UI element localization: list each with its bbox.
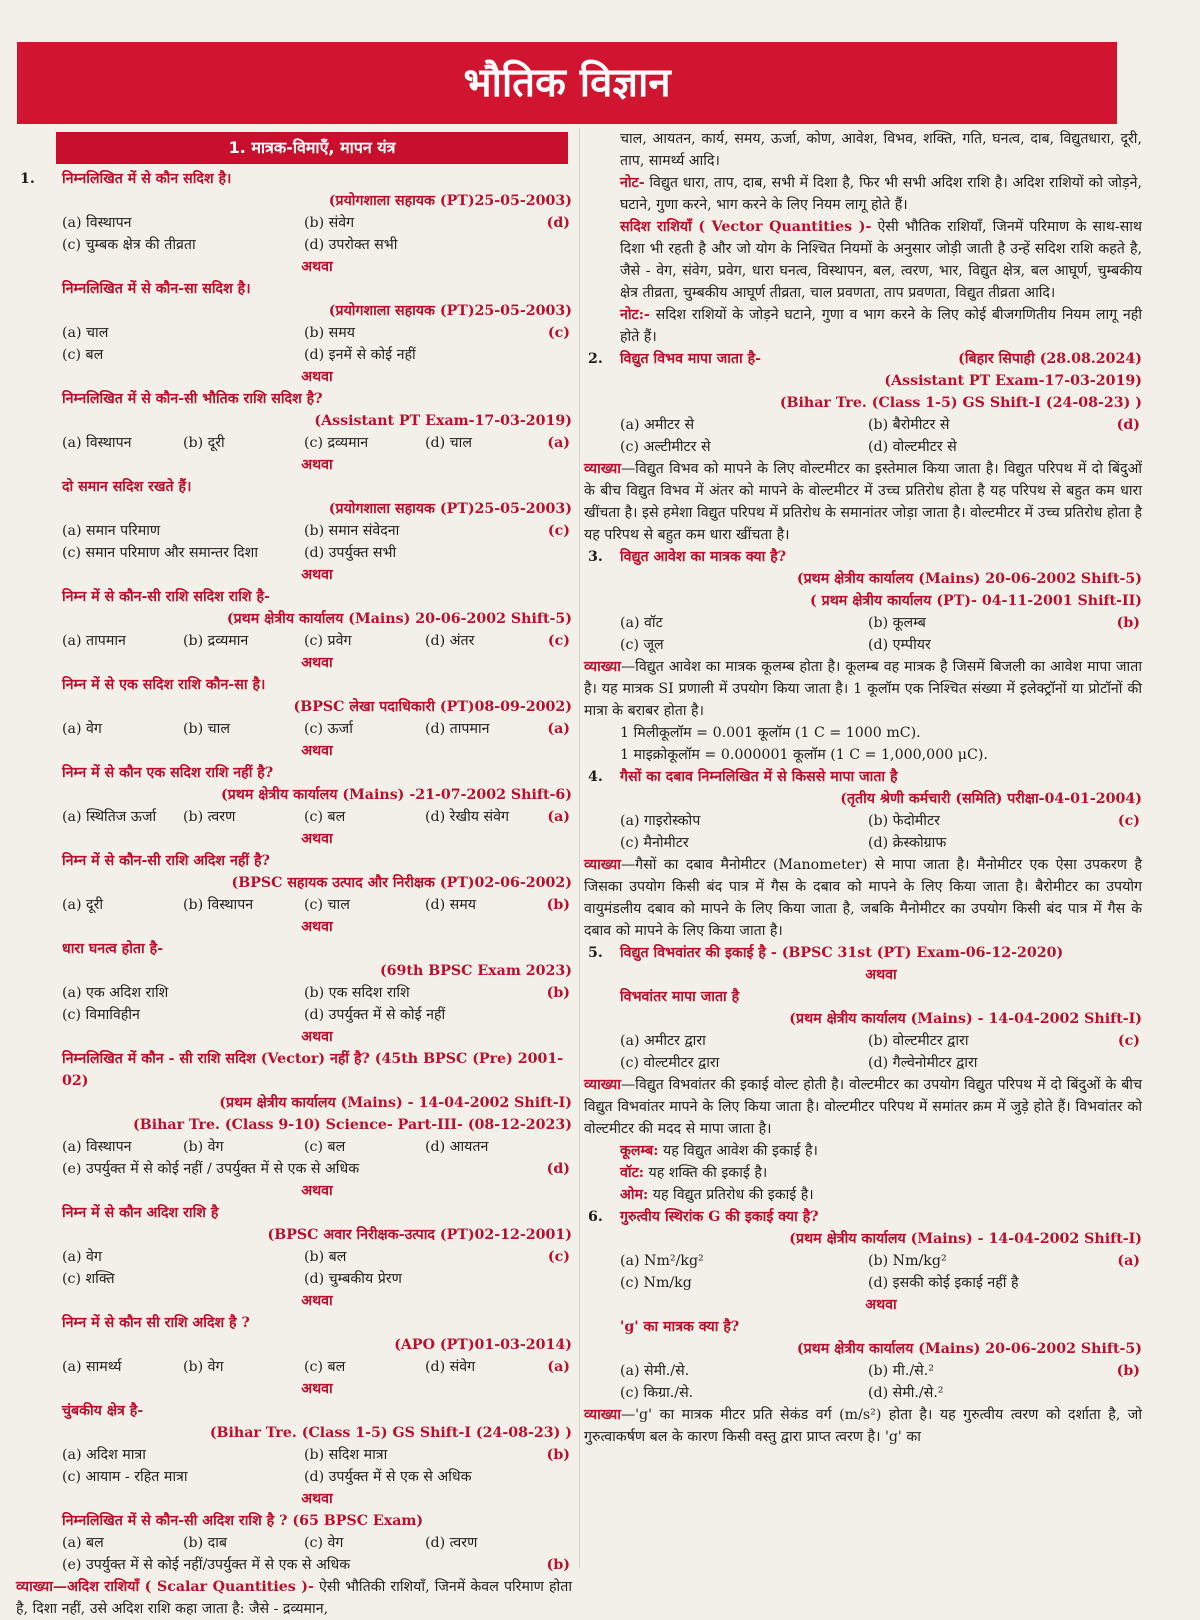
option: (b) द्रव्यमान [183,633,249,649]
options-row [62,1246,572,1290]
option: (b) कूलम्ब [868,615,926,631]
option: (c) बल [62,347,104,363]
question-text: निम्नलिखित में से कौन सदिश है। [62,171,232,187]
or-divider: अथवा [865,1297,897,1313]
scalar-explanation-continued [584,128,1142,348]
conversion-line: 1 मिलीकूलॉम = 0.001 कूलॉम (1 C = 1000 mC). [620,725,921,741]
explanation [584,656,1142,722]
explanation-label: व्याख्या [584,857,621,873]
note-label: नोट- [620,175,645,191]
or-divider: अथवा [301,369,333,385]
option: (c) चाल [304,897,350,913]
option: (a) अदिश मात्रा [62,1447,146,1463]
unit-definition [620,1184,1142,1206]
unit-label: ओम: [620,1187,649,1203]
unit-text: यह विद्युत आवेश की इकाई है। [658,1143,818,1159]
option: (d) आयतन [425,1139,489,1155]
exam-source: (BPSC लेखा पदाधिकारी (PT)08-09-2002) [293,699,572,715]
or-divider: अथवा [301,743,333,759]
option: (b) दूरी [183,435,225,451]
conversion-line: 1 माइक्रोकूलॉम = 0.000001 कूलॉम (1 C = 1,000,000 μC). [620,747,988,763]
exam-source: (Bihar Tre. (Class 9-10) Science- Part-III- (08-12-2023) [133,1117,572,1133]
explanation-text: —विद्युत विभव को मापने के लिए वोल्टमीटर का इस्तेमाल किया जाता है। विद्युत परिपथ में दो बिंदुओं के बीच विद्युत विभव में अंतर को मापने के वोल्टमीटर में उच्च प्रतिरोध होता है यह परिपथ से बहुत कम धारा खींचता है। इसे हमेशा विद्युत परिपथ में प्रतिरोध के समानांतर जोड़ा जाता है। वोल्टमीटर में उच्च प्रतिरोध होता है यह परिपथ से बहुत कम धारा खींचता है। [584,461,1142,543]
options-row [62,1136,572,1158]
or-divider: अथवा [301,1029,333,1045]
options-row [62,894,572,916]
page-title: भौतिक विज्ञान [463,60,671,106]
option: (c) अल्टीमीटर से [620,439,711,455]
question-number: 5. [588,945,603,961]
option: (c) विमाविहीन [62,1007,140,1023]
option: (d) चाल [425,435,472,451]
or-divider: अथवा [301,457,333,473]
option: (c) वोल्टमीटर द्वारा [620,1055,720,1071]
explanation [584,1074,1142,1140]
options-row [620,1360,1142,1404]
exam-source: (BPSC सहायक उत्पाद और निरीक्षक (PT)02-06-2002) [231,875,572,891]
answer: (b) [1116,615,1140,631]
question-text: निम्न में से कौन सी राशि अदिश है ? [62,1315,250,1331]
option: (b) वेग [183,1139,224,1155]
exam-source: (प्रथम क्षेत्रीय कार्यालय (Mains) - 14-04-2002 Shift-I) [219,1095,572,1111]
option: (d) इनमें से कोई नहीं [304,347,416,363]
explanation [584,854,1142,942]
answer: (d) [546,1161,570,1177]
options-row [62,1158,572,1180]
option: (c) द्रव्यमान [304,435,369,451]
option: (b) Nm/kg² [868,1253,947,1269]
option: (d) अंतर [425,633,475,649]
option: (b) बैरोमीटर से [868,417,950,433]
option: (d) एम्पीयर [868,637,931,653]
explanation-label: व्याख्या [584,1407,621,1423]
answer: (b) [546,1447,570,1463]
explanation-text: —'g' का मात्रक मीटर प्रति सेकंड वर्ग (m/s²) होता है। यह गुरुत्वीय त्वरण को दर्शाता है, जो गुरुत्वाकर्षण बल के कारण किसी वस्तु द्वारा प्राप्त त्वरण है। 'g' का [584,1407,1142,1445]
note-text: विद्युत धारा, ताप, दाब, सभी में दिशा है, फिर भी सभी अदिश राशि है। अदिश राशियों को जोड़ने, घटाने, गुणा करने, भाग करने के लिए नियम लागू होते हैं। [620,175,1142,213]
exam-source: (Bihar Tre. (Class 1-5) GS Shift-I (24-08-23) ) [779,395,1142,411]
option: (c) जूल [620,637,664,653]
question-text: गैसों का दबाव निम्नलिखित में से किससे मापा जाता है [620,769,898,785]
option: (c) वेग [304,1535,344,1551]
option: (a) वेग [62,1249,102,1265]
scalar-text: ऐसी भौतिकी राशियाँ, जिनमें केवल परिमाण होता है, दिशा नहीं, उसे अदिश राशि कहा जाता है: जैसे - द्रव्यमान, [16,1579,572,1617]
option: (b) समान संवेदना [304,523,400,539]
exam-source: (Assistant PT Exam-17-03-2019) [884,373,1142,389]
question-number: 3. [588,549,603,565]
or-divider: अथवा [301,655,333,671]
page-title-banner [17,42,1117,124]
option: (a) समान परिमाण [62,523,161,539]
right-questions [584,348,1142,1448]
explanation [584,458,1142,546]
or-divider: अथवा [865,967,897,983]
question-variants [62,168,572,1576]
option: (c) ऊर्जा [304,721,353,737]
answer: (a) [1117,1253,1140,1269]
exam-source: (BPSC अवार निरीक्षक-उत्पाद (PT)02-12-2001) [267,1227,572,1243]
options-row [62,982,572,1026]
answer: (c) [547,325,570,341]
question-text: निम्न में से कौन एक सदिश राशि नहीं है? [62,765,274,781]
question-number: 1. [20,171,35,187]
explanation-label: व्याख्या [584,659,621,675]
exam-source: (प्रयोगशाला सहायक (PT)25-05-2003) [328,303,572,319]
options-row [62,1532,572,1554]
option: (b) समय [304,325,355,341]
option: (e) उपर्युक्त में से कोई नहीं/उपर्युक्त में से एक से अधिक [62,1557,351,1573]
option: (d) उपरोक्त सभी [304,237,398,253]
left-column [16,128,572,1620]
or-divider: अथवा [301,1183,333,1199]
options-row [62,432,572,454]
question-number: 6. [588,1209,603,1225]
answer: (a) [547,1359,570,1375]
or-divider: अथवा [301,1293,333,1309]
option: (d) उपर्युक्त सभी [304,545,397,561]
or-divider: अथवा [301,259,333,275]
exam-source: ( प्रथम क्षेत्रीय कार्यालय (PT)- 04-11-2001 Shift-II) [810,593,1142,609]
exam-source: (प्रथम क्षेत्रीय कार्यालय (Mains) - 14-04-2002 Shift-I) [789,1011,1142,1027]
option: (c) आयाम - रहित मात्रा [62,1469,188,1485]
option: (d) उपर्युक्त में से कोई नहीं [304,1007,446,1023]
option: (d) संवेग [425,1359,476,1375]
exam-source: (बिहार सिपाही (28.08.2024) [958,351,1142,367]
options-row [62,1554,572,1576]
option: (c) शक्ति [62,1271,115,1287]
option: (d) त्वरण [425,1535,478,1551]
column-divider [579,128,580,1568]
option: (a) सेमी./से. [620,1363,690,1379]
exam-source: (प्रथम क्षेत्रीय कार्यालय (Mains) 20-06-2002 Shift-5) [796,571,1142,587]
or-divider: अथवा [301,919,333,935]
exam-source: (Bihar Tre. (Class 1-5) GS Shift-I (24-08-23) ) [209,1425,572,1441]
options-row [62,1356,572,1378]
or-divider: अथवा [301,831,333,847]
question-text: निम्न में से एक सदिश राशि कौन-सा है। [62,677,266,693]
question-text: निम्नलिखित में से कौन-सा सदिश है। [62,281,251,297]
scalar-explanation [16,1576,572,1620]
options-row [62,806,572,828]
question-label: विद्युत विभव मापा जाता है- [620,351,762,367]
option: (c) बल [304,1359,346,1375]
answer: (b) [546,1557,570,1573]
unit-label: कूलम्ब: [620,1143,659,1159]
option: (b) मी./से.² [868,1363,934,1379]
exam-source: (तृतीय श्रेणी कर्मचारी (समिति) परीक्षा-04-01-2004) [840,791,1142,807]
question-text: धारा घनत्व होता है- [62,941,163,957]
option: (b) वोल्टमीटर द्वारा [868,1033,969,1049]
option: (c) मैनोमीटर [620,835,689,851]
answer: (c) [547,1249,570,1265]
exam-source: (प्रथम क्षेत्रीय कार्यालय (Mains) -21-07-2002 Shift-6) [221,787,572,803]
question-text: विद्युत आवेश का मात्रक क्या है? [620,549,787,565]
option: (d) क्रेस्कोग्राफ [868,835,947,851]
explanation-text: —विद्युत आवेश का मात्रक कूलम्ब होता है। कूलम्ब वह मात्रक है जिसमें बिजली का आवेश मापा जाता है। यह मात्रक SI प्रणाली में उपयोग किया जाता है। 1 कूलॉम एक निश्चित संख्या में इलेक्ट्रॉनों या प्रोटॉनों की मात्रा के बराबर होता है। [584,659,1142,719]
option: (a) विस्थापन [62,215,132,231]
option: (b) वेग [183,1359,224,1375]
options-row [62,520,572,564]
option: (a) स्थितिज ऊर्जा [62,809,157,825]
answer: (d) [1116,417,1140,433]
option: (d) उपर्युक्त में से एक से अधिक [304,1469,472,1485]
options-row [620,612,1142,656]
question-number: 2. [588,351,603,367]
options-row [62,630,572,652]
answer: (d) [546,215,570,231]
exam-source: (प्रथम क्षेत्रीय कार्यालय (Mains) - 14-04-2002 Shift-I) [789,1231,1142,1247]
option: (d) इसकी कोई इकाई नहीं है [868,1275,1019,1291]
option: (e) उपर्युक्त में से कोई नहीं / उपर्युक्त में से एक से अधिक [62,1161,360,1177]
option: (d) वोल्टमीटर से [868,439,957,455]
option: (d) गैल्वेनोमीटर द्वारा [868,1055,978,1071]
unit-text: यह शक्ति की इकाई है। [643,1165,768,1181]
options-row [620,1030,1142,1074]
option: (b) सदिश मात्रा [304,1447,388,1463]
note-label: नोट:- [620,307,650,323]
option: (c) Nm/kg [620,1275,692,1291]
question-q4 [584,766,1142,942]
explanation-label: व्याख्या [16,1579,53,1595]
answer: (c) [547,523,570,539]
option: (c) चुम्बक क्षेत्र की तीव्रता [62,237,196,253]
answer: (b) [546,985,570,1001]
question-text: निम्नलिखित में कौन - सी राशि सदिश (Vector) नहीं है? (45th BPSC (Pre) 2001-02) [62,1051,564,1089]
options-row [62,212,572,256]
answer: (a) [547,435,570,451]
unit-definition [620,1162,1142,1184]
option: (d) तापमान [425,721,490,737]
question-text: चुंबकीय क्षेत्र है- [62,1403,144,1419]
option: (b) बल [304,1249,347,1265]
question-q3 [584,546,1142,766]
options-row [620,414,1142,458]
option: (a) अमीटर द्वारा [620,1033,706,1049]
option: (c) समान परिमाण और समान्तर दिशा [62,545,258,561]
option: (b) विस्थापन [183,897,254,913]
option: (b) त्वरण [183,809,236,825]
question-1 [16,168,572,1620]
unit-text: यह विद्युत प्रतिरोध की इकाई है। [648,1187,814,1203]
scalar-continued: चाल, आयतन, कार्य, समय, ऊर्जा, कोण, आवेश, विभव, शक्ति, गति, घनत्व, दाब, विद्युतधारा, दूरी, ताप, सामर्थ्य आदि। [620,131,1142,169]
exam-source: (Assistant PT Exam-17-03-2019) [314,413,572,429]
option: (b) एक सदिश राशि [304,985,410,1001]
scalar-heading: —अदिश राशियाँ ( Scalar Quantities )- [52,1579,314,1595]
question-text: गुरुत्वीय स्थिरांक G की इकाई क्या है? [620,1209,819,1225]
answer: (b) [1116,1363,1140,1379]
option: (c) किग्रा./से. [620,1385,694,1401]
option: (c) प्रवेग [304,633,352,649]
question-text: निम्नलिखित में से कौन-सी अदिश राशि है ? (65 BPSC Exam) [62,1513,424,1529]
answer: (c) [1117,813,1140,829]
answer: (c) [547,633,570,649]
question-text: दो समान सदिश रखते हैं। [62,479,192,495]
option: (c) बल [304,1139,346,1155]
explanation-text: —विद्युत विभवांतर की इकाई वोल्ट होती है। वोल्टमीटर का उपयोग विद्युत परिपथ में दो बिंदुओं के बीच विद्युत विभवांतर मापने के लिए किया जाता है। वोल्टमीटर परिपथ में समांतर क्रम में जुड़े होते हैं। विभवांतर को वोल्टमीटर की मदद से मापा जाता है। [584,1077,1142,1137]
option: (b) संवेग [304,215,355,231]
option: (a) बल [62,1535,104,1551]
question-text: विद्युत विभवांतर की इकाई है - (BPSC 31st (PT) Exam-06-12-2020) [620,945,1064,961]
option: (b) दाब [183,1535,227,1551]
explanation-label: व्याख्या [584,461,621,477]
exam-source: (प्रयोगशाला सहायक (PT)25-05-2003) [328,501,572,517]
or-divider: अथवा [301,567,333,583]
note-text: सदिश राशियों के जोड़ने घटाने, गुणा व भाग करने के लिए कोई बीजगणितीय नियम लागू नही होते हैं। [620,307,1142,345]
question-number: 4. [588,769,603,785]
exam-source: (प्रयोगशाला सहायक (PT)25-05-2003) [328,193,572,209]
answer: (b) [546,897,570,913]
options-row [62,1444,572,1488]
option: (b) चाल [183,721,230,737]
question-text [620,348,1142,370]
or-divider: अथवा [301,1381,333,1397]
option: (a) गाइरोस्कोप [620,813,701,829]
question-text: 'g' का मात्रक क्या है? [620,1319,740,1335]
question-text: निम्न में से कौन-सी राशि सदिश राशि है- [62,589,270,605]
answer: (c) [1117,1033,1140,1049]
option: (a) दूरी [62,897,104,913]
exam-source: (प्रथम क्षेत्रीय कार्यालय (Mains) 20-06-2002 Shift-5) [226,611,572,627]
vector-label: सदिश राशियाँ ( Vector Quantities )- [620,219,872,235]
options-row [62,322,572,366]
chapter-title: 1. मात्रक-विमाएँ, मापन यंत्र [56,132,568,164]
options-row [620,810,1142,854]
options-row [62,718,572,740]
option: (b) फेदोमीटर [868,813,940,829]
option: (a) विस्थापन [62,1139,132,1155]
question-text: निम्न में से कौन-सी राशि अदिश नहीं है? [62,853,270,869]
option: (c) बल [304,809,346,825]
or-divider: अथवा [301,1491,333,1507]
question-q6 [584,1206,1142,1448]
question-text: निम्नलिखित में से कौन-सी भौतिक राशि सदिश है? [62,391,323,407]
question-q2 [584,348,1142,546]
answer: (a) [547,809,570,825]
unit-label: वॉट: [620,1165,644,1181]
option: (a) एक अदिश राशि [62,985,169,1001]
question-text: निम्न में से कौन अदिश राशि है [62,1205,219,1221]
options-row [620,1250,1142,1294]
option: (d) रेखीय संवेग [425,809,509,825]
option: (d) सेमी./से.² [868,1385,944,1401]
option: (d) समय [425,897,476,913]
option: (a) अमीटर से [620,417,695,433]
option: (a) चाल [62,325,109,341]
exam-source: (69th BPSC Exam 2023) [379,963,572,979]
exam-source: (APO (PT)01-03-2014) [394,1337,572,1353]
exam-source: (प्रथम क्षेत्रीय कार्यालय (Mains) 20-06-2002 Shift-5) [796,1341,1142,1357]
question-q5 [584,942,1142,1206]
right-column [584,128,1142,1448]
answer: (a) [547,721,570,737]
option: (a) वॉट [620,615,663,631]
unit-definition [620,1140,1142,1162]
option: (d) चुम्बकीय प्रेरण [304,1271,402,1287]
explanation [584,1404,1142,1448]
question-text: विभवांतर मापा जाता है [620,989,740,1005]
option: (a) विस्थापन [62,435,132,451]
explanation-text: —गैसों का दबाव मैनोमीटर (Manometer) से मापा जाता है। मैनोमीटर एक ऐसा उपकरण है जिसका उपयोग किसी बंद पात्र में गैस के दबाव को मापने के लिए किया जाता है। बैरोमीटर का उपयोग वायुमंडलीय दबाव को मापने के लिए किया जाता है, जबकि मैनोमीटर का उपयोग किसी बंद पात्र में गैस के दबाव को मापने के लिए किया जाता है। [584,857,1142,939]
vector-text: ऐसी भौतिक राशियाँ, जिनमें परिमाण के साथ-साथ दिशा भी रहती है और जो योग के निश्चित नियमों के अनुसार जोड़ी जाती है उन्हें सदिश राशि कहते है, जैसे - वेग, संवेग, प्रवेग, धारा घनत्व, विस्थापन, बल, त्वरण, भार, विद्युत क्षेत्र, बल आघूर्ण, चुम्बकीय क्षेत्र तीव्रता, चुम्बकीय आघूर्ण तीव्रता, चाल प्रवणता, ताप प्रवणता, विद्युत तीव्रता आदि। [620,219,1142,301]
option: (a) तापमान [62,633,126,649]
option: (a) Nm²/kg² [620,1253,704,1269]
option: (a) सामर्थ्य [62,1359,122,1375]
explanation-label: व्याख्या [584,1077,621,1093]
option: (a) वेग [62,721,102,737]
